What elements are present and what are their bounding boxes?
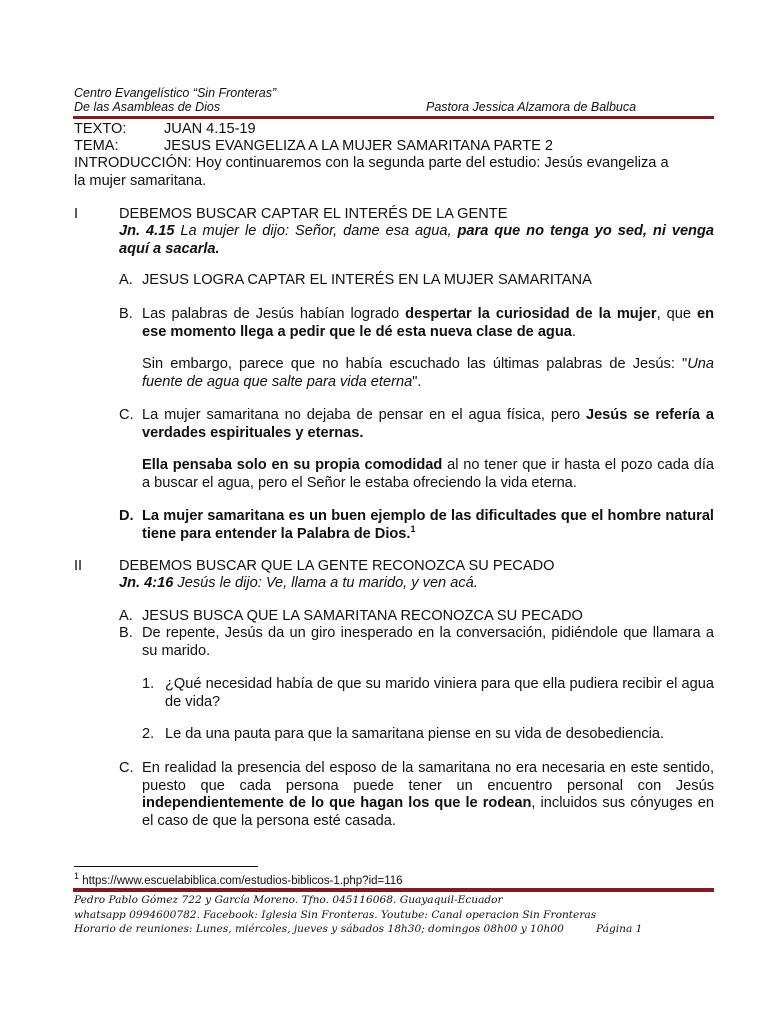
- org-name: Centro Evangelístico “Sin Fronteras”: [74, 86, 277, 100]
- header-rule: [73, 116, 714, 119]
- footnote-ref[interactable]: 1: [410, 523, 416, 534]
- footer-schedule: Horario de reuniones: Lunes, miércoles, jueves y sábados 18h30; domingos 08h00 y 10h00: [74, 923, 564, 935]
- item-1d-letter: D.: [119, 508, 134, 524]
- item-2c-part: , incluidos sus cónyuges en el caso de que la persona esté casada.: [142, 795, 714, 829]
- item-1d-text: [142, 508, 714, 543]
- item-2a-letter: A.: [119, 608, 133, 624]
- verse-reference: Jn. 4.15: [119, 223, 175, 239]
- org-affiliation: De las Asambleas de Dios: [74, 100, 221, 114]
- quote-italic: Una fuente de agua que salte para vida eterna: [142, 356, 714, 390]
- item-1b-part: .: [571, 323, 576, 340]
- verse-reference: Jn. 4:16: [119, 575, 174, 591]
- item-1c2-part: al no tener que ir hasta el pozo cada día a buscar el agua, pero el Señor le estaba ofreciendo la vida eterna.: [142, 457, 714, 491]
- item-1b-text: [142, 306, 714, 341]
- numbered-2: 2.: [142, 726, 155, 742]
- footer-contacts: whatsapp 0994600782. Facebook: Iglesia Sin Fronteras. Youtube: Canal operacion Sin Fronteras: [74, 909, 597, 921]
- item-2b-letter: B.: [119, 625, 133, 641]
- texto-label: TEXTO:: [74, 121, 127, 137]
- footnote: [74, 871, 403, 888]
- item-1b-part: Las palabras de Jesús habían logrado: [142, 306, 406, 322]
- numbered-2-text: Le da una pauta para que la samaritana piense en su vida de desobediencia.: [165, 726, 664, 742]
- intro-line-2: la mujer samaritana.: [74, 173, 207, 189]
- tema-label: TEMA:: [74, 138, 119, 154]
- item-1c2-bold: Ella pensaba solo en su propia comodidad: [142, 457, 443, 473]
- page-number: Página 1: [596, 923, 643, 935]
- item-1a-text: JESUS LOGRA CAPTAR EL INTERÉS EN LA MUJER SAMARITANA: [142, 272, 592, 288]
- section-1-title: DEBEMOS BUSCAR CAPTAR EL INTERÉS DE LA GENTE: [119, 206, 508, 222]
- section-1-numeral: I: [74, 206, 79, 222]
- item-1a-letter: A.: [119, 272, 133, 288]
- section-2-verse: [119, 575, 478, 593]
- pastor-name: Pastora Jessica Alzamora de Balbuca: [426, 100, 637, 114]
- section-1-verse: [119, 223, 714, 258]
- footnote-link[interactable]: https://www.escuelabiblica.com/estudios-biblicos-1.php?id=116: [79, 875, 403, 887]
- tema-value: JESUS EVANGELIZA A LA MUJER SAMARITANA PARTE 2: [164, 138, 554, 154]
- item-1d-body: La mujer samaritana es un buen ejemplo de las dificultades que el hombre natural tiene para entender la Palabra de Dios.: [142, 508, 714, 542]
- intro-line-1: INTRODUCCIÓN: Hoy continuaremos con la segunda parte del estudio: Jesús evangeliza a: [74, 155, 669, 171]
- footer-address: Pedro Pablo Gómez 722 y García Moreno. Tfno. 045116068. Guayaquil-Ecuador: [74, 894, 503, 906]
- item-2c-letter: C.: [119, 760, 134, 776]
- item-1b-part: , que: [656, 306, 697, 322]
- item-1c-part: La mujer samaritana no dejaba de pensar en el agua física, pero: [142, 407, 586, 423]
- footnote-rule: [74, 866, 258, 867]
- item-1b-letter: B.: [119, 306, 133, 322]
- quote-intro: Sin embargo, parece que no había escuchado las últimas palabras de Jesús: ": [142, 356, 688, 372]
- item-1b-bold: despertar la curiosidad de la mujer: [405, 306, 657, 322]
- item-1c-letter: C.: [119, 407, 134, 423]
- section-2-numeral: II: [74, 558, 83, 574]
- item-1b-paragraph-2: [142, 356, 714, 391]
- item-2c-bold: independientemente de lo que hagan los que le rodean: [142, 795, 532, 811]
- item-1c-paragraph-2: [142, 457, 714, 492]
- footer-rule: [73, 888, 714, 892]
- item-1c-bold: Jesús se refería a verdades espirituales y eternas.: [142, 407, 714, 441]
- numbered-1-text: ¿Qué necesidad había de que su marido viniera para que ella pudiera recibir el agua de vida?: [165, 676, 714, 710]
- footnote-mark: 1: [74, 871, 80, 882]
- item-2b-text: De repente, Jesús da un giro inesperado en la conversación, pidiéndole que llamara a su marido.: [142, 625, 714, 659]
- item-1b-bold: en ese momento llega a pedir que le dé esta nueva clase de agua: [142, 306, 715, 340]
- quote-end: ".: [412, 373, 422, 390]
- numbered-1: 1.: [142, 676, 155, 692]
- item-2c-part: En realidad la presencia del esposo de la samaritana no era necesaria en este sentido, puesto que cada persona puede tener un encuentro personal con Jesús: [142, 760, 714, 794]
- texto-value: JUAN 4.15-19: [164, 121, 256, 137]
- verse-text-bold: para que no tenga yo sed, ni venga aquí a sacarla.: [119, 223, 715, 257]
- verse-text: Jesús le dijo: Ve, llama a tu marido, y ven acá.: [173, 575, 478, 591]
- item-2c-text: [142, 760, 714, 830]
- section-2-title: DEBEMOS BUSCAR QUE LA GENTE RECONOZCA SU PECADO: [119, 558, 555, 574]
- verse-text: La mujer le dijo: Señor, dame esa agua,: [174, 223, 458, 239]
- item-1c-text: [142, 407, 714, 442]
- item-2a-text: JESUS BUSCA QUE LA SAMARITANA RECONOZCA SU PECADO: [142, 608, 583, 624]
